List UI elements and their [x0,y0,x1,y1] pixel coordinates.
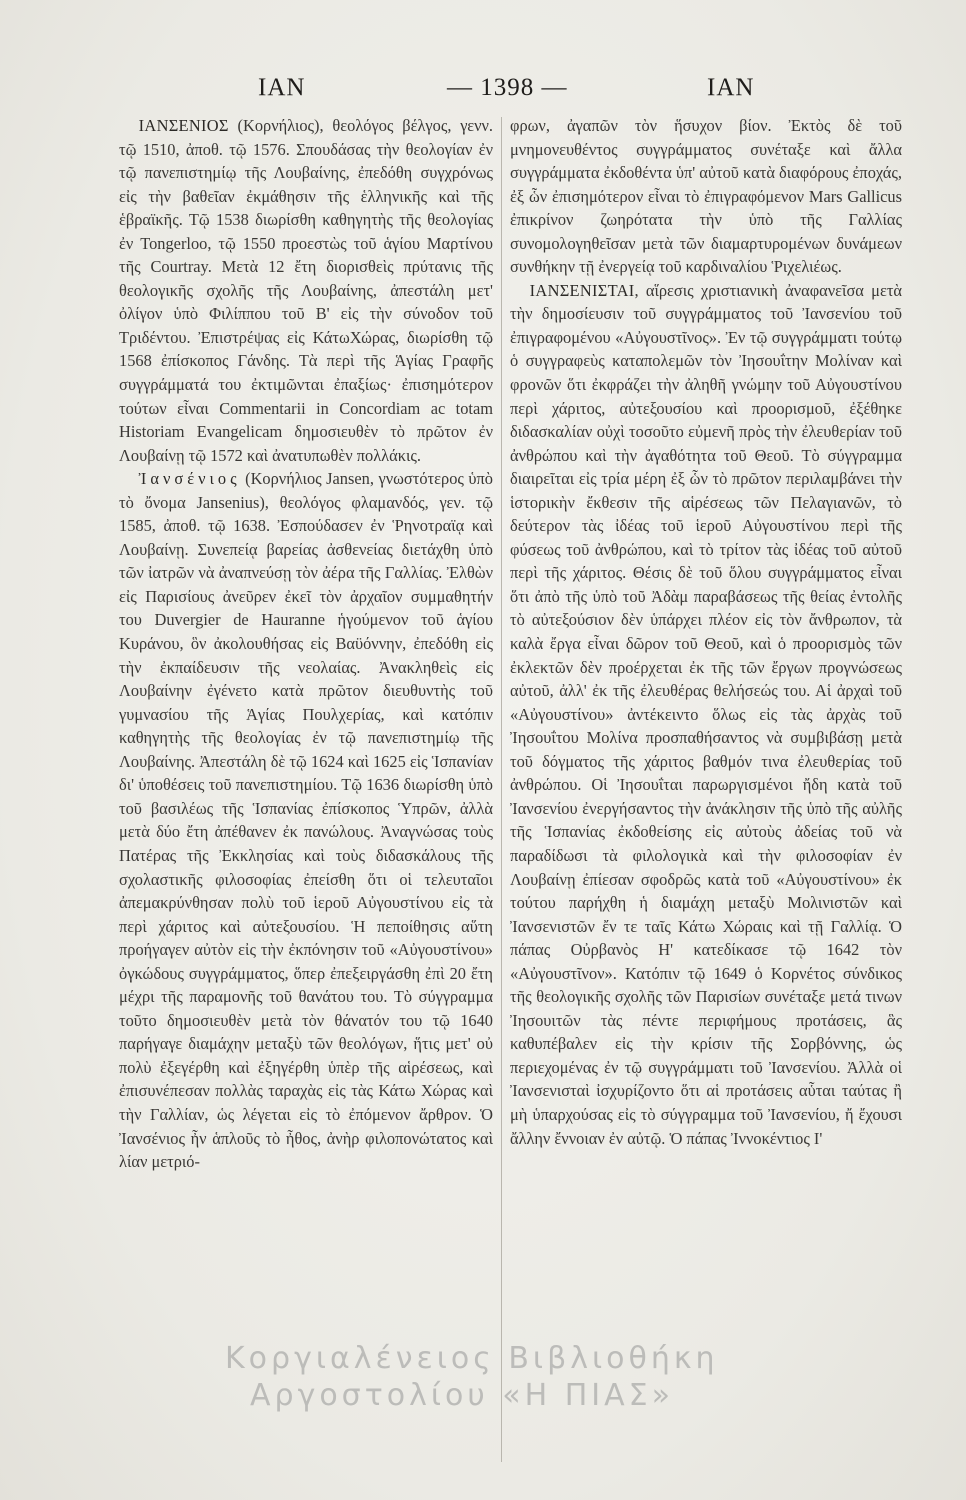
running-head-right: ΙΑΝ [707,74,755,101]
entry-iansenios-jansenius [119,467,493,1173]
entry-text: (Κορνήλιος), θεολόγος βέλγος, γενν. τῷ 1510, ἀποθ. τῷ 1576. Σπουδάσας τὴν θεολογίαν ἐν τῷ πανεπιστημίῳ τῆς Λουβαίνης, ἐπεδόθη συγχρόνως εἰς τὴν βαθεῖαν ἐκμάθησιν τῆς ἑλληνικῆς καὶ τῆς ἑβραϊκῆς. Τῷ 1538 διωρίσθη καθηγητὴς τῆς θεολογίας ἐν Tongerloo, τῷ 1550 προεστὼς τοῦ ἁγίου Μαρτίνου τῆς Courtray. Μετὰ 12 ἔτη διορισθεὶς πρύτανις τῆς θεολογικῆς σχολῆς τῆς Λουβαίνης, ἀπεστάλη μετ' ὀλίγον ὑπὸ Φιλίππου τοῦ Β' εἰς τὴν σύνοδον τοῦ Τριδέντου. Ἐπιστρέψας εἰς ΚάτωΧώρας, διωρίσθη τῷ 1568 ἐπίσκοπος Γάνδης. Τὰ περὶ τῆς Ἁγίας Γραφῆς συγγράμματά του ἐκτιμῶνται ἐπαξίως· ἐπισημότερον τούτων εἶναι Commentarii in Concordiam ac totam Historiam Evangelicam δημοσιευθὲν τὸ πρῶτον ἐν Λουβαίνῃ τῷ 1572 καὶ ἀνατυπωθὲν πολλάκις. [119,116,493,465]
entry-continuation: φρων, ἀγαπῶν τὸν ἥσυχον βίον. Ἐκτὸς δὲ τοῦ μνημονευθέντος συγγράμματος συνέταξε καὶ ἄλλα συγγράμματα ἐκδοθέντα ὑπ' αὐτοῦ κατὰ διαφόρους ἐποχάς, ἐξ ὧν ἐπισημότερον εἶναι τὸ ἐπιγραφόμενον Mars Gallicus ἐπικρίνον ζωηρότατα τὴν ὑπὸ τῆς Γαλλίας συνομολογηθεῖσαν μετὰ τῶν διαμαρτυρομένων δυνάμεων συνθήκην τῇ ἐνεργείᾳ τοῦ καρδιναλίου Ῥιχελιέως. [510,116,902,277]
entry-text: , αἵρεσις χριστιανικὴ ἀναφανεῖσα μετὰ τὴν δημοσίευσιν τοῦ συγγράμματος τοῦ Ἰανσενίου τοῦ ἐπιγραφομένου «Αὐγουστῖνος». Ἐν τῷ συγγράμματι τούτῳ ὁ συγγραφεὺς καταπολεμῶν τὸν Ἰησουΐτην Μολίναν καὶ φρονῶν ὅτι ἐκφράζει τὴν ἀληθῆ γνώμην τοῦ Αὐγουστίνου περὶ χάριτος, αὐτεξουσίου καὶ προορισμοῦ, ἐξέθηκε διδασκαλίαν οὐχὶ τοσοῦτο εὐμενῆ πρὸς τὴν ἐλευθερίαν τοῦ ἀνθρώπου καὶ τὴν ἀγαθότητα τοῦ Θεοῦ. Τὸ σύγγραμμα διαιρεῖται εἰς τρία μέρη ἐξ ὧν τὸ πρῶτον περιλαμβάνει τὴν ἱστορικὴν ἔκθεσιν τῆς αἱρέσεως τῶν Πελαγιανῶν, τὸ δεύτερον τὰς ἰδέας τοῦ ἱεροῦ Αὐγουστίνου περὶ τῆς φύσεως τοῦ ἀνθρώπου, καὶ τὸ τρίτον τὰς ἰδέας τοῦ αὐτοῦ περὶ τῆς χάριτος. Θέσις δὲ τοῦ ὅλου συγγράμματος εἶναι ὅτι ἀπὸ τῆς ὑπὸ τοῦ Ἀδὰμ παραβάσεως τῆς θείας ἐντολῆς τὸ αὐτεξούσιον δὲν ὑπάρχει πλέον εἰς τὸν ἄνθρωπον, τὰ καλὰ ἔργα εἶναι δῶρον τοῦ Θεοῦ, καὶ ὁ προορισμὸς τῶν ἐκλεκτῶν δὲν προέρχεται ἐκ τῆς τῶν ἔργων προγνώσεως αὐτοῦ, ἀλλ' ἐκ τῆς ἐλευθέρας θελήσεώς του. Αἱ ἀρχαὶ τοῦ «Αὐγουστίνου» ἀντέκειντο ὅλως εἰς τὰς ἀρχὰς τοῦ Ἰησουΐτου Μολίνα προσπαθήσαντος νὰ συμβιβάσῃ μετὰ τοῦ δόγματος τῆς χάριτος βαθμόν τινα ἐλευθερίας τοῦ ἀνθρώπου. Οἱ Ἰησουΐται παρωργισμένοι ἤδη κατὰ τοῦ Ἰανσενίου ἐνεργήσαντος τὴν ἀνάκλησιν τῆς ὑπὸ τῆς αὐλῆς τῆς Ἱσπανίας ἐκδοθείσης εἰς αὐτοὺς ἀδείας τοῦ νὰ παραδίδωσι τὰ φιλολογικὰ καὶ τὴν φιλοσοφίαν ἐν Λουβαίνῃ ἐπίεσαν σφοδρῶς κατὰ τοῦ «Αὐγουστίνου» ἐκ τούτου παρήχθη ἡ διαμάχη μεταξὺ Μολινιστῶν καὶ Ἰανσενιστῶν ἔν τε ταῖς Κάτω Χώραις καὶ τῇ Γαλλίᾳ. Ὁ πάπας Οὐρβανὸς Η' κατεδίκασε τῷ 1642 τὸν «Αὐγουστῖνον». Κατόπιν τῷ 1649 ὁ Κορνέτος σύνδικος τῆς θεολογικῆς σχολῆς τῶν Παρισίων συνέταξε μετά τινων Ἰησουιτῶν τὰς πέντε περιφήμους προτάσεις, ἃς καθυπέβαλεν εἰς τὴν κρίσιν τῆς Σορβόννης, ὡς περιεχομένας ἐν τῷ συγγράμματι τοῦ Ἰανσενίου. Ἀλλὰ οἱ Ἰανσενισταὶ ἰσχυρίζοντο ὅτι αἱ προτάσεις αὗται ταύτας ἢ μὴ ὑπαρχούσας εἰς τὸ σύγγραμμα τοῦ Ἰανσενίου, ἤ ἔχουσι ἄλλην ἔννοιαν ἐν αὐτῷ. Ὁ πάπας Ἰννοκέντιος Ι' [510,280,902,1148]
entry-heading: ΙΑΝΣΕΝΙΟΣ [138,116,229,135]
column-divider [501,117,502,1462]
entry-text: (Κορνήλιος Jansen, γνωστότερος ὑπὸ τὸ ὄνομα Jansenius), θεολόγος φλαμανδός, γεν. τῷ 1585, ἀποθ. τῷ 1638. Ἐσπούδασεν ἐν Ῥηνοτραϊᾳ καὶ Λουβαίνῃ. Συνεπείᾳ βαρείας ἀσθενείας διετάχθη ὑπὸ τῶν ἰατρῶν νὰ ἀναπνεύσῃ τὸν ἀέρα τῆς Γαλλίας. Ἐλθὼν εἰς Παρισίους ἀνεῦρεν ἐκεῖ τὸν ἀρχαῖον συμμαθητήν του Duvergier de Hauranne ἡγούμενον τοῦ ἁγίου Κυράνου, ὃν ἀκολουθήσας εἰς Βαϋόννην, ἐπεδόθη εἰς τὴν ἐκπαίδευσιν τῆς νεολαίας. Ἀνακληθεὶς εἰς Λουβαίνην ἐγένετο κατὰ πρῶτον διευθυντὴς τοῦ γυμνασίου τῆς Ἁγίας Πουλχερίας, καὶ κατόπιν καθηγητὴς τῆς θεολογίας ἐν τῷ πανεπιστημίῳ τῆς Λουβαίνης. Ἀπεστάλη δὲ τῷ 1624 καὶ 1625 εἰς Ἱσπανίαν δι' ὑποθέσεις τοῦ πανεπιστημίου. Τῷ 1636 διωρίσθη ὑπὸ τοῦ βασιλέως τῆς Ἱσπανίας ἐπίσκοπος Ὑπρῶν, ἀλλὰ μετὰ δύο ἔτη ἀπέθανεν ἐκ πανώλους. Ἀναγνώσας τοὺς Πατέρας τῆς Ἐκκλησίας καὶ τοὺς διδασκάλους τῆς σχολαστικῆς φιλοσοφίας ἐπείσθη ὅτι οἱ τελευταῖοι ἀπεμακρύνθησαν πολὺ τοῦ ἱεροῦ Αὐγουστίνου εἰς τὰ περὶ χάριτος καὶ αὐτεξουσίου. Ἡ πεποίθησις αὕτη προήγαγεν αὐτὸν εἰς τὴν ἐκπόνησιν τοῦ «Αὐγουστίνου» ὀγκώδους συγγράμματος, ὅπερ ἐπεξειργάσθη ἐπὶ 20 ἔτη μέχρι τῆς παραμονῆς τοῦ θανάτου του. Τὸ σύγγραμμα τοῦτο δημοσιευθὲν μετὰ τὸν θάνατόν του τῷ 1640 παρήγαγε διαμάχην μεταξὺ τῶν θεολόγων, ἥτις μετ' οὐ πολὺ ἐξεγέρθη καὶ ἐξηγέρθη ὑπὲρ τῆς αἱρέσεως, καὶ ἐπισυνέπεσαν πολλὰς ταραχὰς εἰς τὰς Κάτω Χώρας καὶ τὴν Γαλλίαν, ὡς λέγεται εἰς τὸ ἐπόμενον ἄρθρον. Ὁ Ἰανσένιος ἦν ἁπλοῦς τὸ ἦθος, ἀνὴρ φιλοπονώτατος καὶ λίαν μετριό- [119,469,493,1172]
right-column [510,114,902,1474]
entry-heading: Ἰανσένιος [138,469,241,489]
entry-iansenistai [510,279,902,1150]
entry-heading: ΙΑΝΣΕΝΙΣΤΑΙ [529,280,635,300]
left-column [119,114,493,1474]
library-watermark [225,1340,915,1420]
running-head [0,74,966,114]
watermark-line-1: Κοργιαλένειος Βιβλιοθήκη [225,1341,719,1376]
running-head-left: ΙΑΝ [258,74,306,101]
entry-iansenios-flemish [119,114,493,467]
page-number: — 1398 — [447,74,568,101]
watermark-line-2: Αργοστολίου «Η ΠΙΑΣ» [250,1378,674,1413]
